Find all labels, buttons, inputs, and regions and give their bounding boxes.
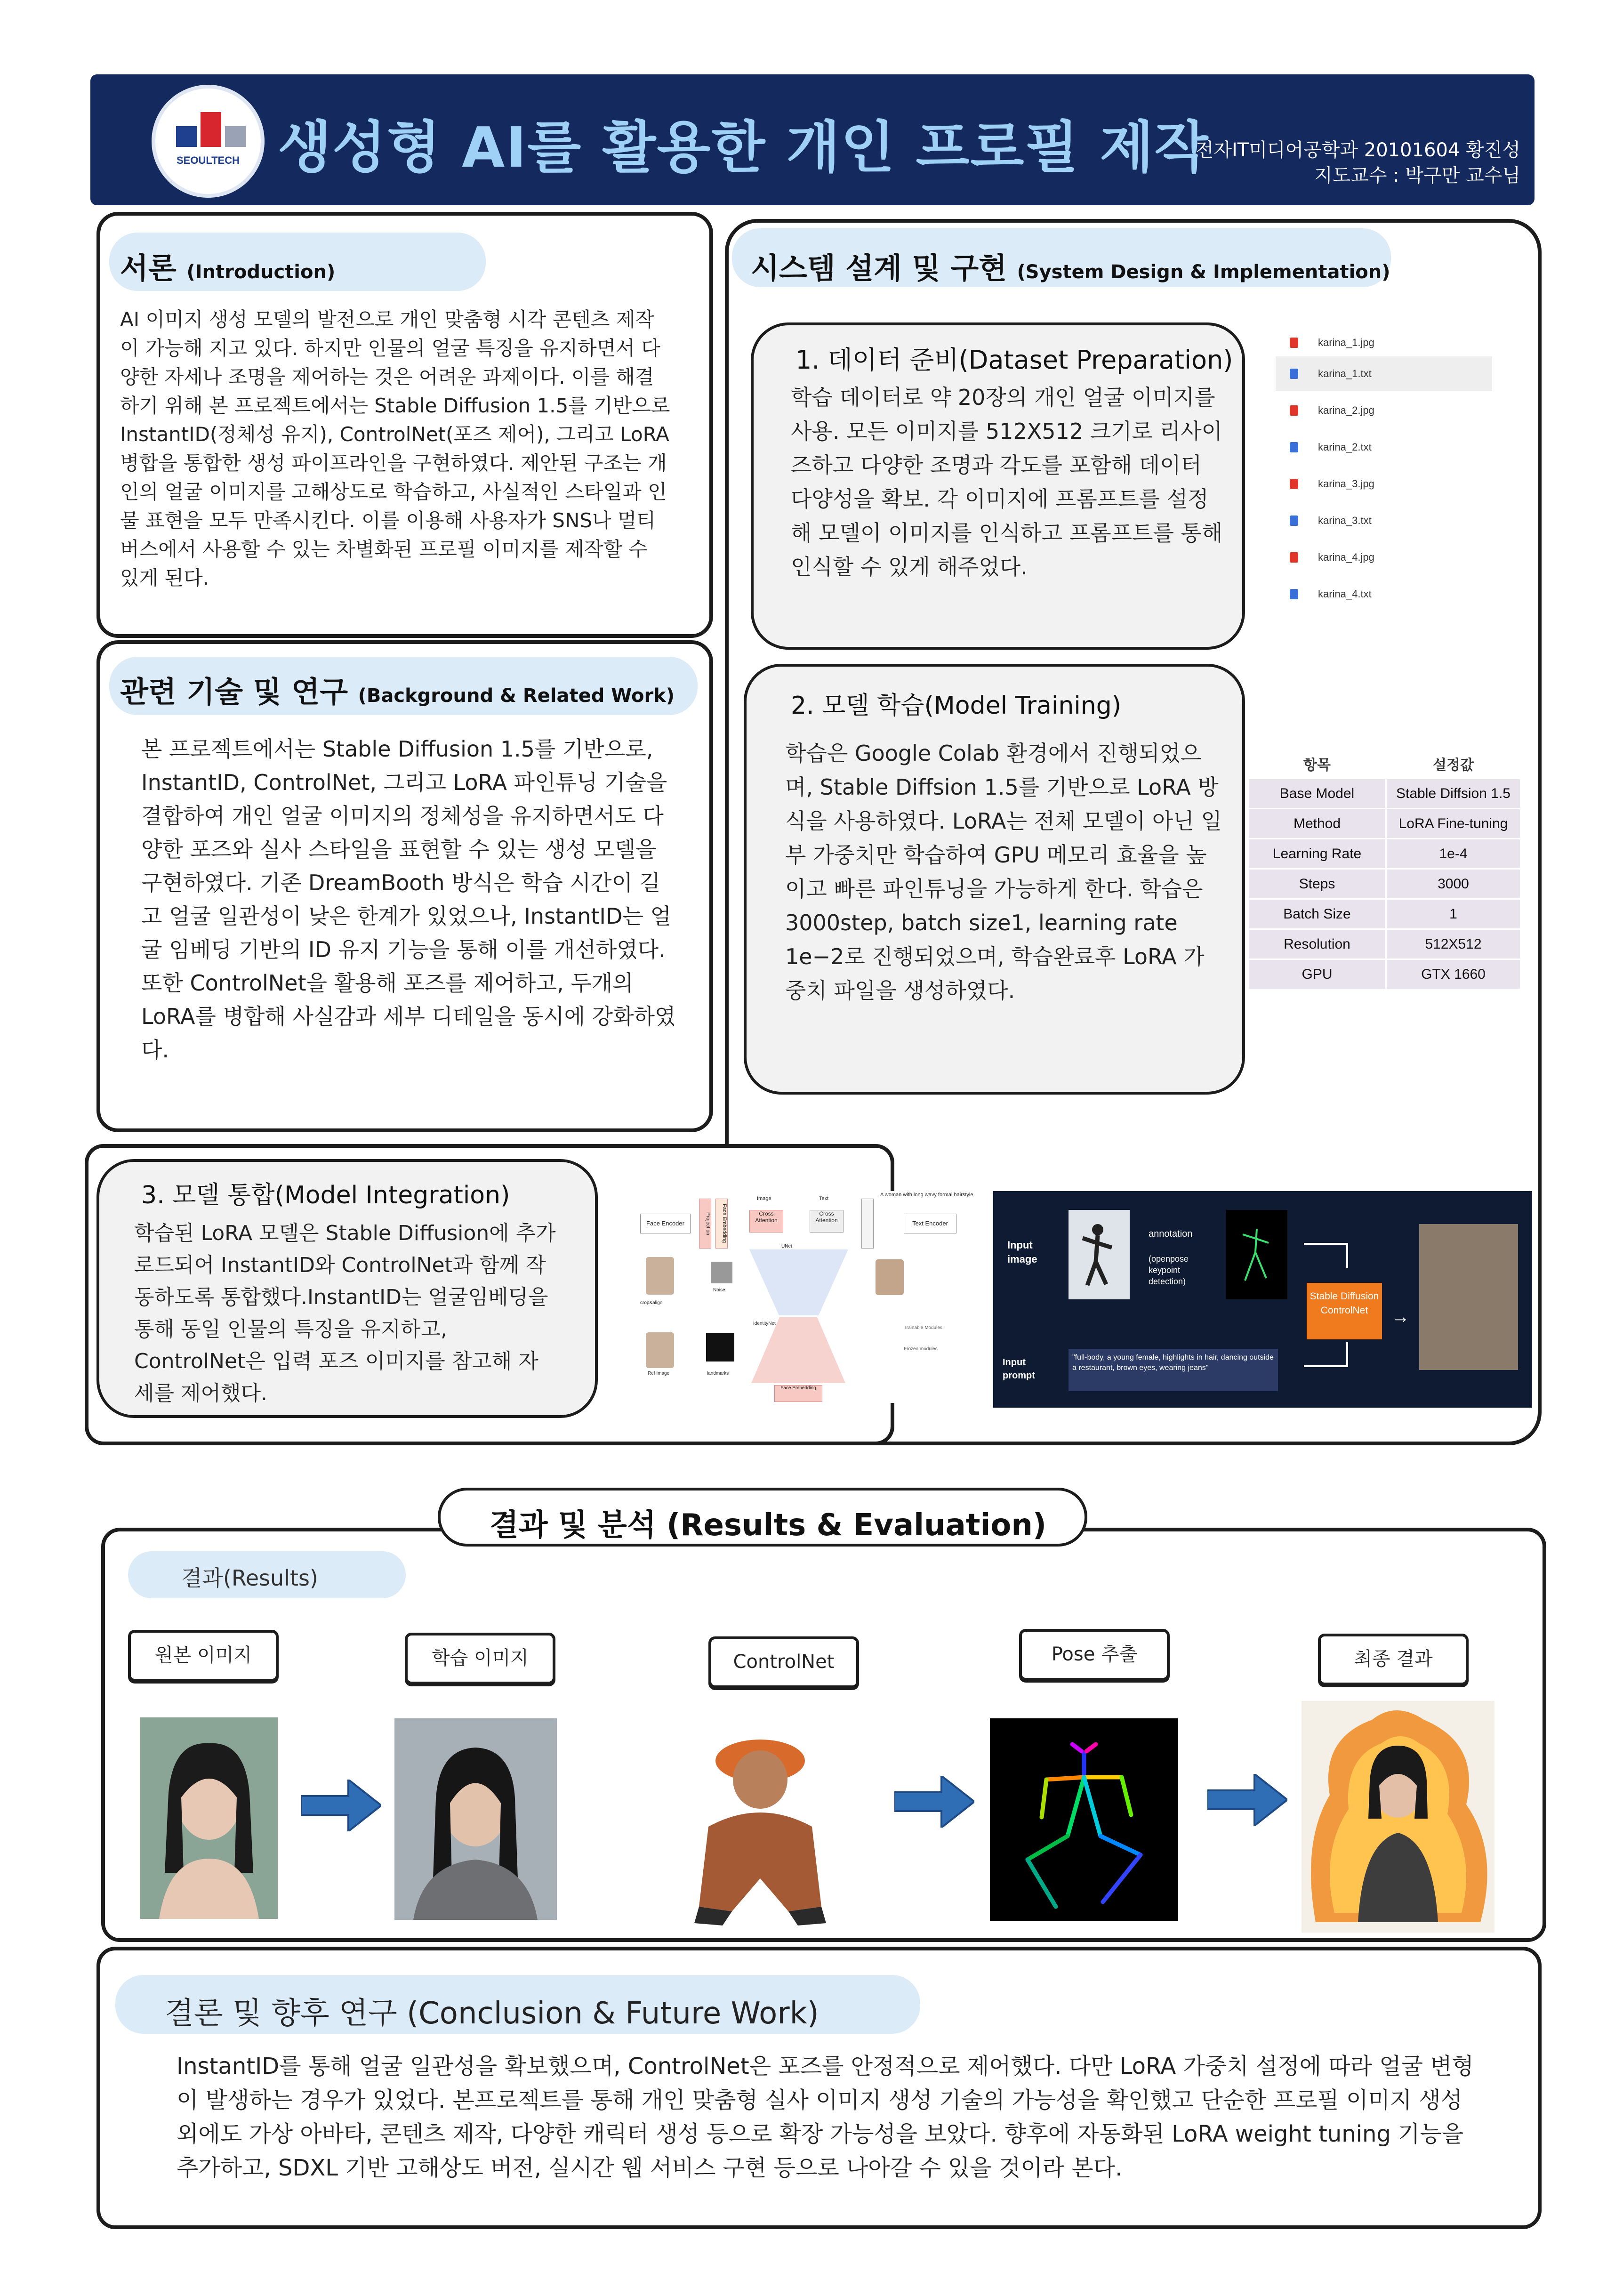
table-row: Steps 3000: [1248, 869, 1521, 899]
conclusion-text: InstantID를 통해 얼굴 일관성을 확보했으며, ControlNet은 포즈를 안정적으로 제어했다. 다만 LoRA 가중치 설정에 따라 얼굴 변형이 발생하는 경우가 있었다. 본프로젝트를 통해 개인 맞춤형 실사 이미지 생성 기술의 가능성을 확인했고 단순한 프로필 이미지 생성 외에도 가상 아바타, 콘텐츠 제작, 다양한 캐릭터 생성 등으로 확장 가능성을 보았다. 향후에 자동화된 LoRA weight tuning 기능을 추가하고, SDXL 기반 고해상도 버전, 실시간 웹 서비스 구현 등으로 나아갈 수 있을 것이라 본다.: [177, 2053, 1474, 2181]
face-embedding-bottom-block: Face Embedding: [774, 1385, 822, 1402]
projection-block: Projection: [699, 1199, 711, 1249]
text-file-icon: [1290, 589, 1298, 599]
table-header: 설정값: [1386, 749, 1521, 779]
identitynet-block: [751, 1317, 845, 1383]
image-file-icon: [1290, 338, 1298, 348]
ref-image-label: Ref Image: [648, 1371, 670, 1376]
dancer-figure-icon: [1069, 1210, 1130, 1299]
arrow-right-icon: [301, 1780, 381, 1831]
background-title: [120, 669, 675, 710]
department-line: 전자IT미디어공학과 20101604 황진성: [1195, 139, 1520, 161]
table-row: Batch Size 1: [1248, 899, 1521, 929]
original-image: [140, 1717, 278, 1919]
noise-thumbnail: [711, 1262, 732, 1283]
advisor-line: 지도교수 : 박구만 교수님: [1314, 165, 1520, 186]
text-encoder-block: Text Encoder: [904, 1214, 956, 1233]
output-dancer-image: [1419, 1224, 1518, 1370]
image-file-icon: [1290, 552, 1298, 563]
file-row[interactable]: karina_1.txt: [1276, 356, 1492, 391]
figure-photo-icon: [666, 1709, 854, 1928]
pose-skeleton-icon: [990, 1718, 1178, 1921]
results-subtitle: 결과(Results): [181, 1565, 318, 1591]
cross-attention-text: Cross Attention: [810, 1210, 844, 1233]
table-row: Method LoRA Fine-tuning: [1248, 809, 1521, 839]
image-label: Image: [757, 1196, 771, 1201]
controlnet-reference-image: [666, 1709, 854, 1928]
intro-title-text: 서론: [120, 251, 177, 285]
legend-trainable: Trainable Modules: [904, 1325, 942, 1330]
prompt-caption: A woman with long wavy formal hairstyle: [880, 1192, 973, 1198]
dataset-file-list: [1276, 337, 1492, 621]
landmarks-thumbnail: [706, 1333, 734, 1361]
face-thumbnail: [646, 1257, 674, 1295]
controlnet-pipeline-diagram: [993, 1191, 1532, 1408]
file-row[interactable]: karina_2.txt: [1276, 430, 1492, 465]
author-info: [1120, 137, 1520, 188]
background-text: 본 프로젝트에서는 Stable Diffusion 1.5를 기반으로, InstantID, ControlNet, 그리고 LoRA 파인튜닝 기술을 결합하여 개인 얼굴 이미지의 정체성을 유지하면서도 다양한 포즈와 실사 스타일을 표현할 수 있는 생성 모델을 구현하였다. 기존 DreamBooth 방식은 학습 시간이 길고 얼굴 일관성이 낮은 한계가 있었으나, InstantID는 얼굴 임베딩 기반의 ID 유지 기능을 통해 이를 개선하였다. 또한 ControlNet을 활용해 포즈를 제어하고, 두개의 LoRA를 병합해 사실감과 세부 디테일을 동시에 강화하였다.: [141, 736, 676, 1063]
table-row: GPU GTX 1660: [1248, 959, 1521, 990]
file-row[interactable]: karina_4.jpg: [1276, 540, 1492, 575]
arrow-right-icon: [894, 1776, 974, 1828]
label-final-result: 최종 결과: [1318, 1634, 1469, 1685]
background-title-text: 관련 기술 및 연구: [120, 675, 348, 709]
identitynet-label: IdentityNet: [753, 1321, 776, 1326]
integration-text: 학습된 LoRA 모델은 Stable Diffusion에 추가로드되어 InstantID와 ControlNet과 함께 작동하도록 통합했다.InstantID는 얼굴임베딩을 통해 동일 인물의 특징을 유지하고, ControlNet은 입력 포즈 이미지를 참고해 자세를 제어했다.: [134, 1221, 556, 1405]
portrait-photo-icon: [140, 1717, 278, 1919]
system-title: [751, 245, 1390, 287]
training-image: [394, 1718, 557, 1920]
dataset-text: 학습 데이터로 약 20장의 개인 얼굴 이미지를 사용. 모든 이미지를 512X512 크기로 리사이즈하고 다양한 조명과 각도를 포함해 데이터 다양성을 확보. 각 이미지에 프롬프트를 설정해 모델이 이미지를 인식하고 프롬프트를 통해 인식할 수 있게 해주었다.: [791, 385, 1223, 580]
input-dancer-image: [1069, 1210, 1130, 1299]
file-row[interactable]: karina_2.jpg: [1276, 393, 1492, 428]
file-row[interactable]: karina_3.jpg: [1276, 467, 1492, 501]
training-params-table: [1247, 748, 1521, 990]
table-row: Learning Rate 1e-4: [1248, 839, 1521, 869]
intro-title: [120, 245, 335, 287]
openpose-skeleton-image: [1226, 1210, 1287, 1299]
training-title: 2. 모델 학습(Model Training): [791, 692, 1122, 720]
annotation-detail: (openpose keypoint detection): [1149, 1254, 1189, 1286]
label-original-image: 원본 이미지: [128, 1630, 279, 1682]
legend-frozen: Frozen modules: [904, 1346, 938, 1352]
face-embedding-block: Face Embedding: [715, 1199, 728, 1249]
arrow-right-icon: [1207, 1774, 1287, 1826]
conclusion-title: 결론 및 향후 연구 (Conclusion & Future Work): [165, 1996, 819, 2031]
image-file-icon: [1290, 405, 1298, 416]
annotation-label: annotation: [1149, 1229, 1193, 1239]
intro-subtitle: (Introduction): [186, 261, 336, 283]
portrait-photo-icon: [394, 1718, 557, 1920]
table-row: Resolution 512X512: [1248, 929, 1521, 959]
text-file-icon: [1290, 442, 1298, 452]
arrow-prompt-to-module: [1304, 1342, 1348, 1367]
pose-skeleton-icon: [1226, 1210, 1287, 1299]
table-header: 항목: [1248, 749, 1386, 779]
pose-extraction-image: [990, 1718, 1178, 1921]
file-row[interactable]: karina_3.txt: [1276, 503, 1492, 538]
logo-text: SEOULTECH: [176, 154, 240, 166]
text-embedding-block: [861, 1199, 874, 1249]
system-title-text: 시스템 설계 및 구현: [751, 251, 1007, 285]
instantid-architecture-diagram: [640, 1191, 988, 1403]
intro-text: AI 이미지 생성 모델의 발전으로 개인 맞춤형 시각 콘텐츠 제작이 가능해 지고 있다. 하지만 인물의 얼굴 특징을 유지하면서 다양한 자세나 조명을 제어하는 것은 어려운 과제이다. 이를 해결하기 위해 본 프로젝트에서는 Stable Diffusion 1.5를 기반으로 InstantID(정체성 유지), ControlNet(포즈 제어), 그리고 LoRA 병합을 통합한 생성 파이프라인을 구현하였다. 제안된 구조는 개인의 얼굴 이미지를 고해상도로 학습하고, 사실적인 스타일과 인물 표현을 모두 만족시킨다. 이를 이용해 사용자가 SNS나 멀티버스에서 사용할 수 있는 차별화된 프로필 이미지를 제작할 수 있게 된다.: [120, 308, 670, 589]
text-file-icon: [1290, 516, 1298, 526]
label-controlnet: ControlNet: [708, 1636, 859, 1688]
fire-portrait-photo-icon: [1302, 1701, 1494, 1933]
file-row[interactable]: karina_4.txt: [1276, 577, 1492, 612]
label-pose-extraction: Pose 추출: [1019, 1629, 1170, 1681]
image-file-icon: [1290, 479, 1298, 489]
text-label: Text: [819, 1196, 829, 1201]
system-subtitle: (System Design & Implementation): [1017, 261, 1390, 283]
background-subtitle: (Background & Related Work): [358, 685, 675, 707]
noise-label: Noise: [713, 1288, 725, 1293]
input-prompt-label: Input prompt: [1003, 1357, 1035, 1381]
unet-encoder-block: [749, 1249, 848, 1315]
label-training-image: 학습 이미지: [405, 1633, 555, 1684]
arrow-to-module: [1304, 1243, 1348, 1268]
cross-attention-image: Cross Attention: [749, 1210, 783, 1233]
controlnet-module: Stable Diffusion ControlNet: [1307, 1283, 1382, 1339]
final-result-image: [1302, 1701, 1494, 1933]
unet-label: UNet: [781, 1244, 792, 1249]
face-encoder-block: Face Encoder: [640, 1214, 691, 1233]
poster-title: 생성형 AI를 활용한 개인 프로필 제작: [278, 115, 1209, 180]
input-image-label: Input image: [1007, 1239, 1037, 1265]
file-row[interactable]: karina_1.jpg: [1276, 337, 1492, 350]
output-face-thumbnail: [876, 1259, 904, 1295]
crop-align-label: crop&align: [640, 1300, 663, 1305]
ref-face-thumbnail: [646, 1332, 674, 1368]
training-text: 학습은 Google Colab 환경에서 진행되었으며, Stable Diffsion 1.5를 기반으로 LoRA 방식을 사용하였다. LoRA는 전체 모델이 아닌 일부 가중치만 학습하여 GPU 메모리 효율을 높이고 빠른 파인튜닝을 가능하게 한다. 학습은 3000step, batch size1, learning rate 1e−2로 진행되었으며, 학습완료후 LoRA 가중치 파일을 생성하였다.: [785, 741, 1222, 1003]
dataset-title: 1. 데이터 준비(Dataset Preparation): [795, 345, 1233, 375]
landmarks-label: landmarks: [707, 1371, 729, 1376]
results-title: 결과 및 분석 (Results & Evaluation): [490, 1508, 1047, 1543]
input-prompt-text: "full-body, a young female, highlights in hair, dancing outside a restaurant, brown eyes, wearing jeans": [1069, 1349, 1278, 1391]
arrow-right-icon: →: [1391, 1306, 1410, 1327]
integration-title: 3. 모델 통합(Model Integration): [141, 1181, 510, 1209]
text-file-icon: [1290, 369, 1298, 379]
seoultech-logo: [152, 85, 265, 198]
table-row: Base Model Stable Diffsion 1.5: [1248, 779, 1521, 809]
